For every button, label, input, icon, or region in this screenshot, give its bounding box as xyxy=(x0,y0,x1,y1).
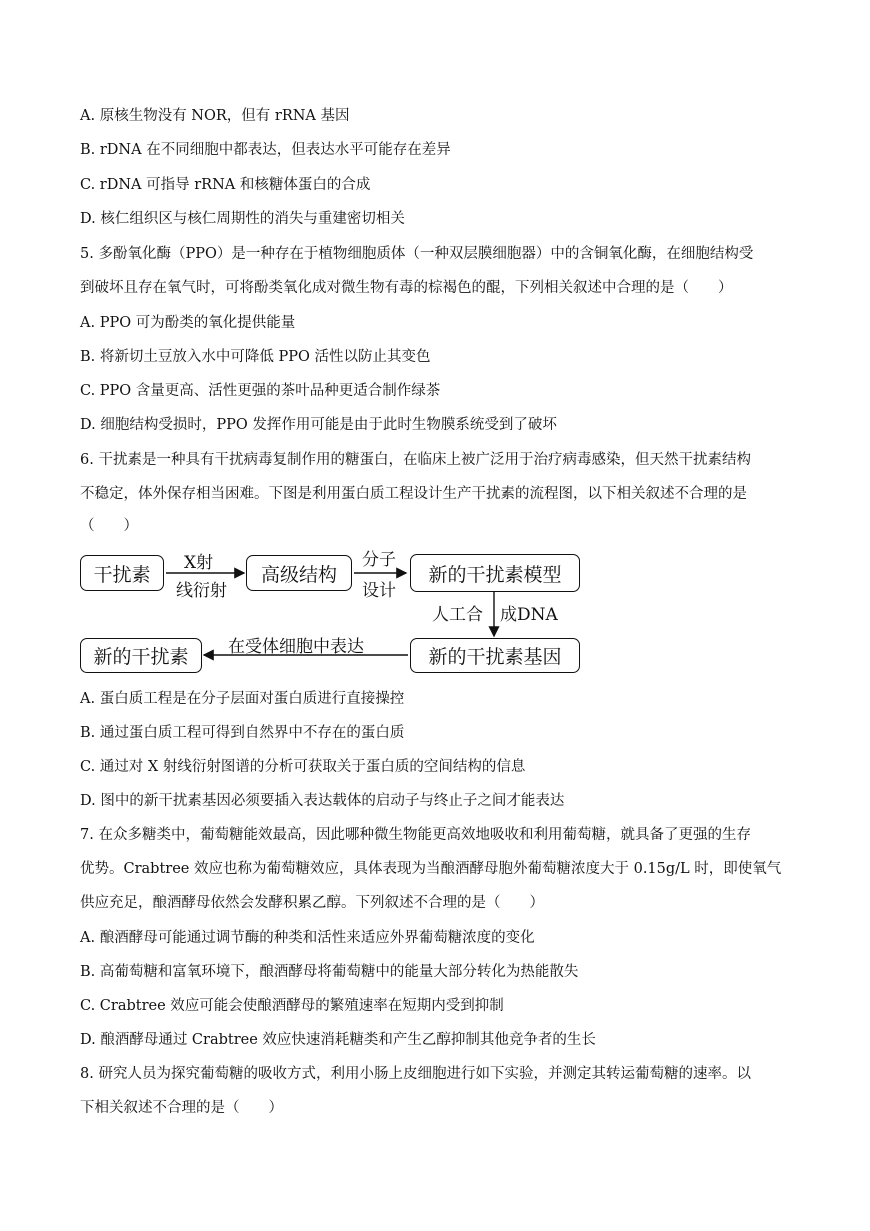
label-xray-top: X射 xyxy=(184,553,214,573)
q5-stem-line2: 到破坏且存在氧气时，可将酚类氧化成对微生物有毒的棕褐色的醌，下列相关叙述中合理的是（ ） xyxy=(80,280,733,296)
q5-option-d: D. 细胞结构受损时，PPO 发挥作用可能是由于此时生物膜系统受到了破坏 xyxy=(80,417,557,433)
box-higher-structure: 高级结构 xyxy=(246,555,352,591)
q5-option-c: C. PPO 含量更高、活性更强的茶叶品种更适合制作绿茶 xyxy=(80,383,441,399)
label-synthesis-left: 人工合 xyxy=(432,605,483,625)
box-new-interferon-model: 新的干扰素模型 xyxy=(410,554,580,592)
q8-stem-line1: 8. 研究人员为探究葡萄糖的吸收方式，利用小肠上皮细胞进行如下实验，并测定其转运葡萄糖的速率。以 xyxy=(80,1066,751,1082)
q4-option-b: B. rDNA 在不同细胞中都表达，但表达水平可能存在差异 xyxy=(80,142,451,158)
q4-option-d: D. 核仁组织区与核仁周期性的消失与重建密切相关 xyxy=(80,211,405,227)
q5-option-a: A. PPO 可为酚类的氧化提供能量 xyxy=(80,315,296,331)
q7-stem-line1: 7. 在众多糖类中，葡萄糖能效最高，因此哪种微生物能更高效地吸收和利用葡萄糖，就具备了更强的生存 xyxy=(80,827,751,843)
q7-option-b: B. 高葡萄糖和富氧环境下，酿酒酵母将葡萄糖中的能量大部分转化为热能散失 xyxy=(80,964,579,980)
box-new-interferon-gene: 新的干扰素基因 xyxy=(410,638,580,673)
q6-option-d: D. 图中的新干扰素基因必须要插入表达载体的启动子与终止子之间才能表达 xyxy=(80,793,565,809)
label-design-bottom: 设计 xyxy=(362,581,396,601)
q7-option-a: A. 酿酒酵母可能通过调节酶的种类和活性来适应外界葡萄糖浓度的变化 xyxy=(80,930,535,946)
label-xray-bottom: 线衍射 xyxy=(176,581,227,601)
label-design-top: 分子 xyxy=(362,550,396,570)
box-interferon: 干扰素 xyxy=(80,555,164,591)
q4-option-c: C. rDNA 可指导 rRNA 和核糖体蛋白的合成 xyxy=(80,177,371,193)
q7-stem-line3: 供应充足，酿酒酵母依然会发酵积累乙醇。下列叙述不合理的是（ ） xyxy=(80,895,544,911)
label-synthesis-right: 成DNA xyxy=(500,605,558,625)
q7-stem-line2: 优势。Crabtree 效应也称为葡萄糖效应，具体表现为当酿酒酵母胞外葡萄糖浓度大于 0.15g/L 时，即使氧气 xyxy=(80,861,782,877)
q5-option-b: B. 将新切土豆放入水中可降低 PPO 活性以防止其变色 xyxy=(80,349,431,365)
q4-option-a: A. 原核生物没有 NOR，但有 rRNA 基因 xyxy=(80,108,350,124)
q6-stem-line3: （ ） xyxy=(80,518,138,534)
interferon-flow-diagram xyxy=(80,543,600,678)
label-expression: 在受体细胞中表达 xyxy=(228,637,364,657)
q8-stem-line2: 下相关叙述不合理的是（ ） xyxy=(80,1100,283,1116)
q5-stem-line1: 5. 多酚氧化酶（PPO）是一种存在于植物细胞质体（一种双层膜细胞器）中的含铜氧化酶，在细胞结构受 xyxy=(80,246,754,262)
q6-option-a: A. 蛋白质工程是在分子层面对蛋白质进行直接操控 xyxy=(80,691,405,707)
box-new-interferon: 新的干扰素 xyxy=(80,638,202,673)
q6-stem-line2: 不稳定，体外保存相当困难。下图是利用蛋白质工程设计生产干扰素的流程图，以下相关叙述不合理的是 xyxy=(80,486,747,502)
q6-option-c: C. 通过对 X 射线衍射图谱的分析可获取关于蛋白质的空间结构的信息 xyxy=(80,759,526,775)
q6-option-b: B. 通过蛋白质工程可得到自然界中不存在的蛋白质 xyxy=(80,725,405,741)
q6-stem-line1: 6. 干扰素是一种具有干扰病毒复制作用的糖蛋白，在临床上被广泛用于治疗病毒感染，但天然干扰素结构 xyxy=(80,452,751,468)
q7-option-c: C. Crabtree 效应可能会使酿酒酵母的繁殖速率在短期内受到抑制 xyxy=(80,998,504,1014)
q7-option-d: D. 酿酒酵母通过 Crabtree 效应快速消耗糖类和产生乙醇抑制其他竞争者的生长 xyxy=(80,1032,596,1048)
